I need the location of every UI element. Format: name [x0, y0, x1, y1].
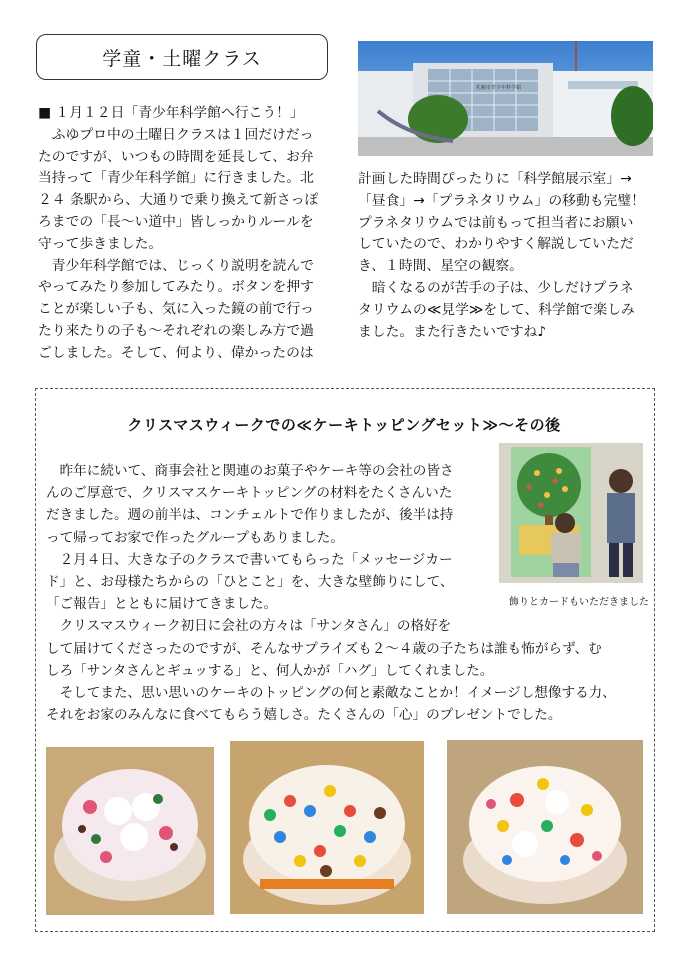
text-line: 「ご報告」とともに届けてきました。 — [46, 596, 278, 613]
text-line: んのご厚意で、クリスマスケーキトッピングの材料をたくさんいた — [46, 485, 453, 502]
photo-caption: 飾りとカードもいただきました — [509, 597, 649, 608]
text-line: やってみたり参加してみたり。ボタンを押す — [38, 279, 314, 296]
text-line: していたので、わかりやすく解説していただ — [358, 236, 634, 253]
text-line: だきました。週の前半は、コンチェルトで作りましたが、後半は持 — [46, 507, 454, 524]
svg-text:札幌市青少年科学館: 札幌市青少年科学館 — [476, 85, 522, 91]
text-line: ド」と、お母様たちからの「ひとこと」を、大きな壁飾りにして、 — [46, 573, 454, 590]
text-line: ■ １月１２日「青少年科学館へ行こう！」 — [38, 105, 304, 121]
text-line: き、１時間、星空の観察。 — [358, 258, 524, 275]
section-title-box — [36, 34, 328, 80]
christmas-section-title: クリスマスウィークでの≪ケーキトッピングセット≫～その後 — [127, 416, 561, 434]
text-line: クリスマスウィーク初日に会社の方々は「サンタさん」の格好を — [46, 618, 452, 635]
text-line: ２月４日、大きな子のクラスで書いてもらった「メッセージカー — [46, 551, 453, 568]
page-title: 学童・土曜クラス — [102, 47, 262, 70]
left-article-column — [38, 103, 338, 365]
text-line: そしてまた、思い思いのケーキのトッピングの何と素敵なことか！イメージし想像する力、 — [46, 684, 616, 701]
text-line: 昨年に続いて、商事会社と関連のお菓子やケーキ等の会社の皆さ — [46, 463, 454, 479]
text-line: たり来たりの子も～それぞれの楽しみ方で過 — [38, 322, 314, 339]
cake-photo-3 — [447, 740, 643, 914]
text-line: して届けてくださったのですが、そんなサプライズも２～４歳の子たちは誰も怖がらず、む — [46, 640, 602, 657]
right-article-column — [358, 169, 658, 343]
cake-photo-2 — [230, 741, 424, 914]
text-line: 守って歩きました。 — [38, 235, 163, 252]
cake-photo-1 — [46, 747, 214, 915]
text-line: 暗くなるのが苦手の子は、少しだけプラネ — [358, 279, 634, 296]
text-line: 青少年科学館では、じっくり説明を読んで — [38, 257, 314, 274]
text-line: ごしました。そして、何より、偉かったのは — [38, 344, 314, 361]
text-line: ろまでの「長～い道中」皆しっかりルールを — [38, 213, 314, 230]
text-line: タリウムの≪見学≫をして、科学館で楽しみ — [358, 301, 635, 318]
christmas-article-body — [46, 460, 616, 726]
text-line: 当持って「青少年科学館」に行きました。北 — [38, 170, 314, 187]
text-line: それをお家のみんなに食べてもらう嬉しさ。たくさんの「心」のプレゼントでした。 — [46, 707, 562, 724]
text-line: 「昼食」→「プラネタリウム」の移動も完璧！ — [358, 192, 645, 209]
science-museum-photo — [358, 41, 653, 156]
text-line: って帰ってお家で作ったグループもありました。 — [46, 529, 344, 546]
text-line: ことが楽しい子も、気に入った鏡の前で行っ — [38, 301, 314, 318]
text-line: プラネタリウムでは前もって担当者にお願い — [358, 214, 634, 231]
text-line: たのですが、いつもの時間を延長して、お弁 — [38, 148, 314, 165]
text-line: 計画した時間ぴったりに「科学館展示室」→ — [358, 171, 632, 187]
text-line: ふゆプロ中の土曜日クラスは１回だけだっ — [38, 126, 314, 143]
text-line: ２４ 条駅から、大通りで乗り換えて新さっぽ — [38, 192, 319, 209]
text-line: しろ「サンタさんとギュッする」と、何人かが「ハグ」してくれました。 — [46, 662, 494, 679]
text-line: ました。また行きたいですね♪ — [358, 323, 547, 340]
